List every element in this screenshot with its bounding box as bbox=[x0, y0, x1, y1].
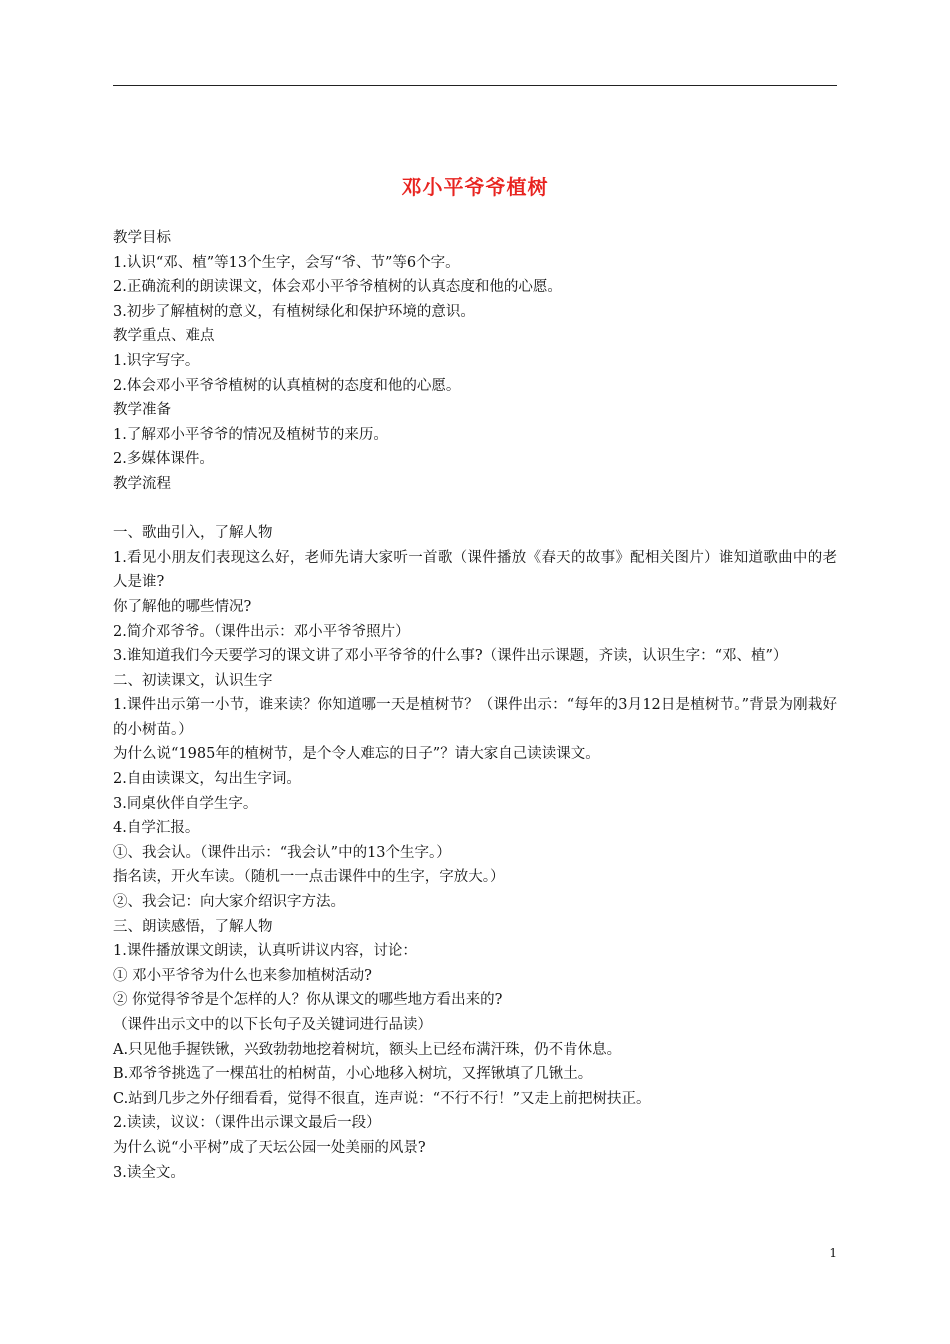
process-item: 你了解他的哪些情况? bbox=[113, 598, 252, 615]
goal-item: 3.初步了解植树的意义，有植树绿化和保护环境的意识。 bbox=[113, 303, 475, 320]
section-heading-process: 教学流程 bbox=[113, 475, 171, 492]
process-item: ① 邓小平爷爷为什么也来参加植树活动? bbox=[113, 967, 372, 984]
goal-item: 2.正确流利的朗读课文，体会邓小平爷爷植树的认真态度和他的心愿。 bbox=[113, 279, 562, 296]
part-heading-2: 二、初读课文，认识生字 bbox=[113, 672, 273, 689]
page-number: 1 bbox=[829, 1246, 837, 1260]
process-item: 4.自学汇报。 bbox=[113, 820, 200, 837]
process-item: A.只见他手握铁锹，兴致勃勃地挖着树坑，额头上已经布满汗珠，仍不肯休息。 bbox=[113, 1041, 622, 1058]
section-heading-key-points: 教学重点、难点 bbox=[113, 328, 215, 345]
part-heading-3: 三、朗读感悟，了解人物 bbox=[113, 918, 273, 935]
process-item: 指名读，开火车读。（随机一一点击课件中的生字，字放大。） bbox=[113, 869, 505, 886]
preparation-item: 2.多媒体课件。 bbox=[113, 451, 214, 468]
process-item: ①、我会认。（课件出示：“我会认”中的13个生字。） bbox=[113, 844, 451, 861]
key-point-item: 2.体会邓小平爷爷植树的认真植树的态度和他的心愿。 bbox=[113, 377, 461, 394]
process-item: 1.课件出示第一小节，谁来读？你知道哪一天是植树节？（课件出示：“每年的3月12日是植树节。”背景为刚栽好的小树苗。） bbox=[113, 697, 837, 738]
blank-line bbox=[113, 497, 837, 522]
process-item: B.邓爷爷挑选了一棵茁壮的柏树苗，小心地移入树坑，又挥锹填了几锹土。 bbox=[113, 1066, 593, 1083]
document-title: 邓小平爷爷植树 bbox=[401, 175, 549, 199]
section-heading-goals: 教学目标 bbox=[113, 230, 171, 246]
process-item: 2.读读，议议：（课件出示课文最后一段） bbox=[113, 1115, 381, 1132]
process-item: C.站到几步之外仔细看看，觉得不很直，连声说：“不行不行！”又走上前把树扶正。 bbox=[113, 1090, 651, 1107]
process-item: 为什么说“1985年的植树节，是个令人难忘的日子”？请大家自己读读课文。 bbox=[113, 746, 600, 763]
process-item: 3.读全文。 bbox=[113, 1164, 185, 1181]
process-item: 1.课件播放课文朗读，认真听讲议内容，讨论： bbox=[113, 943, 417, 960]
process-item: 3.谁知道我们今天要学习的课文讲了邓小平爷爷的什么事?（课件出示课题，齐读，认识生字：“邓、植”） bbox=[113, 648, 788, 665]
section-heading-preparation: 教学准备 bbox=[113, 402, 171, 419]
process-item: 3.同桌伙伴自学生字。 bbox=[113, 795, 258, 812]
process-item: ②、我会记：向大家介绍识字方法。 bbox=[113, 894, 345, 911]
preparation-item: 1.了解邓小平爷爷的情况及植树节的来历。 bbox=[113, 426, 388, 443]
process-item: （课件出示文中的以下长句子及关键词进行品读） bbox=[113, 1017, 432, 1033]
process-item: 1.看见小朋友们表现这么好，老师先请大家听一首歌（课件播放《春天的故事》配相关图片）谁知道歌曲中的老人是谁? bbox=[113, 549, 837, 591]
goal-item: 1.认识“邓、植”等13个生字，会写“爷、节”等6个字。 bbox=[113, 254, 460, 271]
part-heading-1: 一、歌曲引入，了解人物 bbox=[113, 525, 273, 542]
process-item: 为什么说“小平树”成了天坛公园一处美丽的风景? bbox=[113, 1139, 426, 1156]
key-point-item: 1.识字写字。 bbox=[113, 352, 200, 369]
process-item: 2.自由读课文，勾出生字词。 bbox=[113, 771, 301, 788]
header-rule bbox=[113, 85, 837, 86]
process-item: 2.简介邓爷爷。（课件出示：邓小平爷爷照片） bbox=[113, 623, 410, 640]
document-body bbox=[113, 226, 837, 1185]
process-item: ② 你觉得爷爷是个怎样的人？你从课文的哪些地方看出来的? bbox=[113, 992, 503, 1009]
